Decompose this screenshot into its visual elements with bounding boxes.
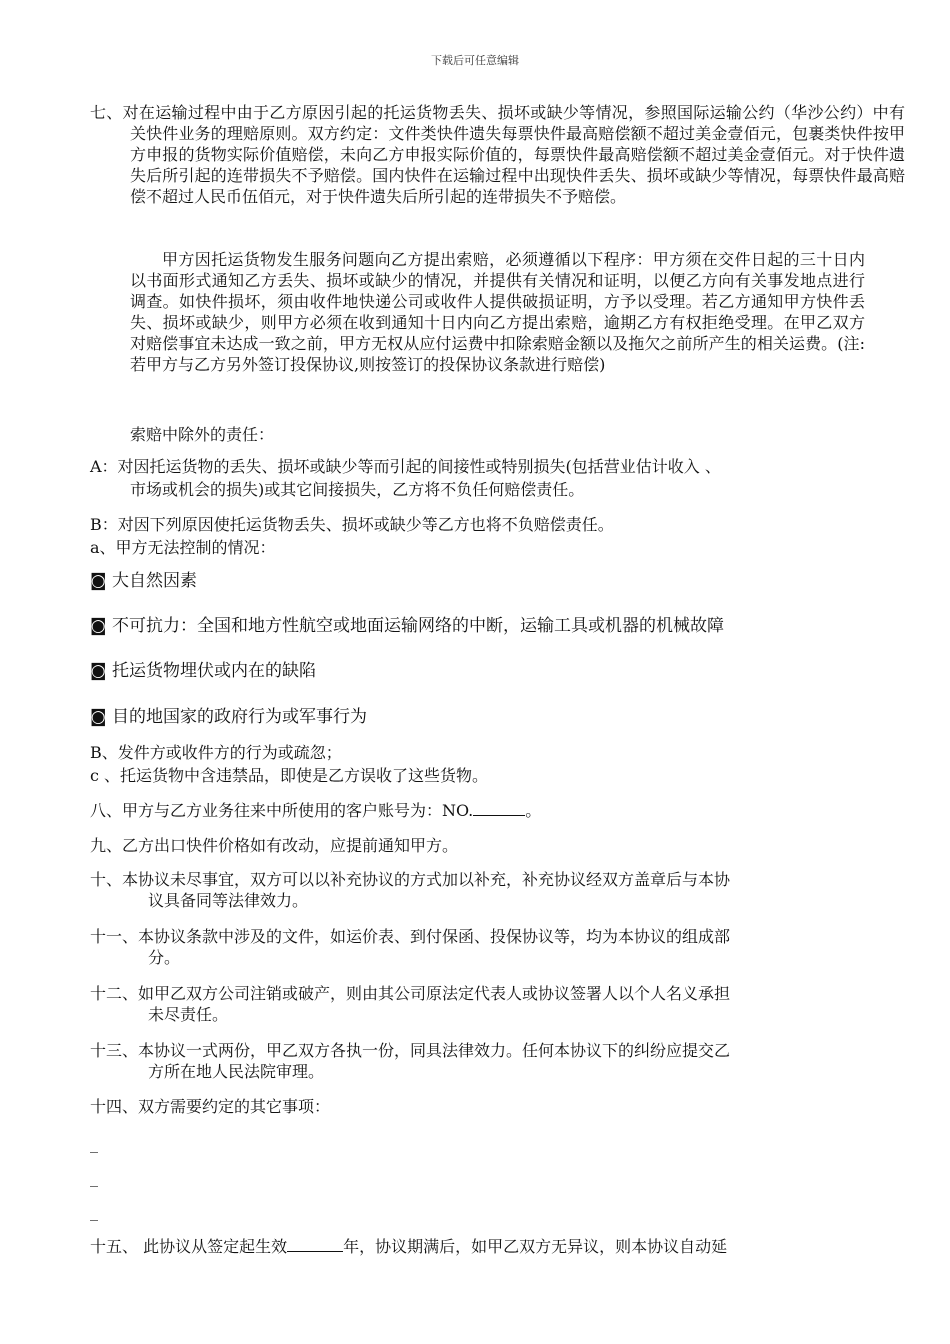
- term-years-blank: [287, 1251, 343, 1252]
- bullet-text: 大自然因素: [112, 571, 197, 591]
- item-b-actions: B、发件方或收件方的行为或疏忽；: [90, 743, 342, 762]
- clause-11-line2: 分。: [148, 948, 181, 967]
- item-b-upper: B：对因下列原因使托运货物丢失、损坏或缺少等乙方也将不负赔偿责任。: [90, 515, 614, 534]
- bullet-mark-icon: ◙: [90, 661, 107, 681]
- bullet-mark-icon: ◙: [90, 616, 107, 636]
- clause-13: [90, 1040, 865, 1082]
- bullet-text: 不可抗力：全国和地方性航空或地面运输网络的中断，运输工具或机器的机械故障: [112, 616, 724, 636]
- clause-10-line2: 议具备同等法律效力。: [148, 891, 309, 910]
- bullet-item: [90, 571, 197, 592]
- bullet-item: [90, 616, 724, 637]
- dash-line: _: [90, 1168, 98, 1187]
- exclusions-title: 索赔中除外的责任：: [130, 425, 275, 444]
- page-header: 下载后可任意编辑: [431, 54, 519, 67]
- clause-12: [90, 983, 865, 1025]
- dash-line: _: [90, 1134, 98, 1153]
- bullet-mark-icon: ◙: [90, 707, 107, 727]
- clause-12-line2: 未尽责任。: [148, 1005, 229, 1024]
- dash-line: _: [90, 1202, 98, 1221]
- clause-7: 七、对在运输过程中由于乙方原因引起的托运货物丢失、损坏或缺少等情况，参照国际运输公约（华沙公约）中有关快件业务的理赔原则。双方约定：文件类快件遗失每票快件最高赔偿额不超过美金壹佰元，包裹类快件按甲方申报的货物实际价值赔偿，未向乙方申报实际价值的，每票快件最高赔偿额不超过美金壹佰元。对于快件遗失后所引起的连带损失不予赔偿。国内快件在运输过程中出现快件丢失、损坏或缺少等情况，每票快件最高赔偿不超过人民币伍佰元，对于快件遗失后所引起的连带损失不予赔偿。: [90, 103, 905, 206]
- clause-15-text-end: 年，协议期满后，如甲乙双方无异议，则本协议自动延: [343, 1237, 728, 1256]
- clause-11: [90, 926, 865, 968]
- clause-10: [90, 869, 865, 911]
- item-a-lower: a、甲方无法控制的情况：: [90, 538, 276, 557]
- clause-15-text: 十五、 此协议从签定起生效: [90, 1237, 288, 1256]
- clause-11-line1: 十一、本协议条款中涉及的文件，如运价表、到付保函、投保协议等，均为本协议的组成部: [90, 927, 731, 946]
- item-a-upper-line1: A：对因托运货物的丢失、损坏或缺少等而引起的间接性或特别损失(包括营业估计收入 、: [90, 457, 721, 476]
- clause-10-line1: 十、本协议未尽事宜，双方可以以补充协议的方式加以补充，补充协议经双方盖章后与本协: [90, 870, 731, 889]
- clause-9: 九、乙方出口快件价格如有改动，应提前通知甲方。: [90, 836, 459, 855]
- item-a-upper-line2: 市场或机会的损失)或其它间接损失，乙方将不负任何赔偿责任。: [130, 480, 585, 499]
- bullet-mark-icon: ◙: [90, 571, 107, 591]
- clause-8-end: 。: [525, 801, 542, 820]
- clause-13-line1: 十三、本协议一式两份，甲乙双方各执一份，同具法律效力。任何本协议下的纠纷应提交乙: [90, 1041, 731, 1060]
- clause-8: [90, 800, 541, 821]
- bullet-item: [90, 707, 367, 728]
- clause-13-line2: 方所在地人民法院审理。: [148, 1062, 325, 1081]
- clause-12-line1: 十二、如甲乙双方公司注销或破产，则由其公司原法定代表人或协议签署人以个人名义承担: [90, 984, 731, 1003]
- bullet-text: 托运货物埋伏或内在的缺陷: [112, 661, 316, 681]
- claim-procedure-paragraph: 甲方因托运货物发生服务问题向乙方提出索赔，必须遵循以下程序：甲方须在交件日起的三十日内以书面形式通知乙方丢失、损坏或缺少的情况，并提供有关情况和证明，以便乙方向有关事发地点进行调查。如快件损坏，须由收件地快递公司或收件人提供破损证明，方予以受理。若乙方通知甲方快件丢失、损坏或缺少，则甲方必须在收到通知十日内向乙方提出索赔，逾期乙方有权拒绝受理。在甲乙双方对赔偿事宜未达成一致之前，甲方无权从应付运费中扣除索赔金额以及拖欠之前所产生的相关运费。(注:若甲方与乙方另外签订投保协议,则按签订的投保协议条款进行赔偿): [130, 250, 865, 374]
- item-c-contraband: c 、托运货物中含违禁品，即使是乙方误收了这些货物。: [90, 766, 489, 785]
- clause-8-text: 八、甲方与乙方业务往来中所使用的客户账号为：NO.: [90, 801, 474, 820]
- account-number-blank: [473, 815, 525, 816]
- bullet-text: 目的地国家的政府行为或军事行为: [112, 707, 367, 727]
- clause-14: 十四、双方需要约定的其它事项：: [90, 1097, 331, 1116]
- clause-15: [90, 1236, 727, 1257]
- bullet-item: [90, 661, 316, 682]
